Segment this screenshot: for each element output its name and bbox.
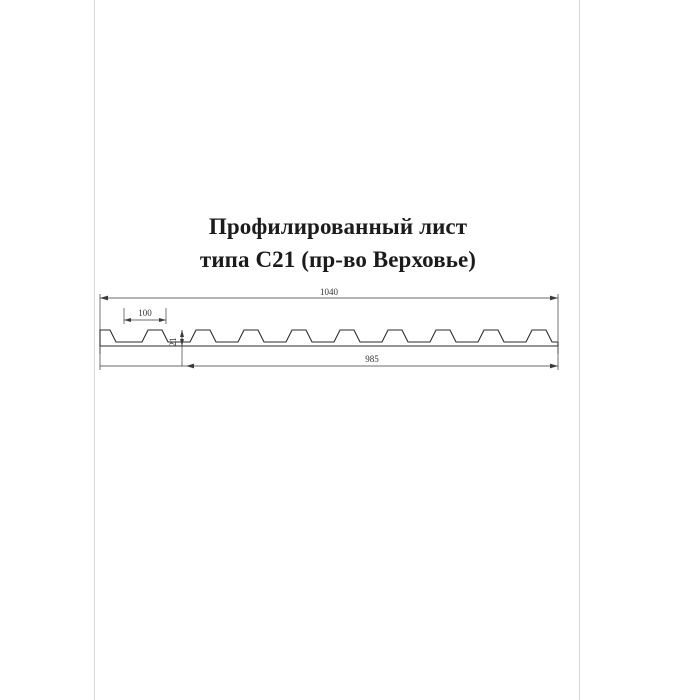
dim-label-overall-width: 1040 xyxy=(320,287,338,297)
title-line-2: типа С21 (пр-во Верховье) xyxy=(199,247,477,272)
profile-drawing xyxy=(94,280,564,390)
dim-label-pitch: 100 xyxy=(138,308,152,318)
page-title xyxy=(95,210,581,276)
title-line-1: Профилированный лист xyxy=(208,214,468,239)
useful-width-dimension xyxy=(100,346,558,370)
dim-label-useful-width: 985 xyxy=(365,354,379,364)
dim-label-height: 21 xyxy=(168,337,178,347)
